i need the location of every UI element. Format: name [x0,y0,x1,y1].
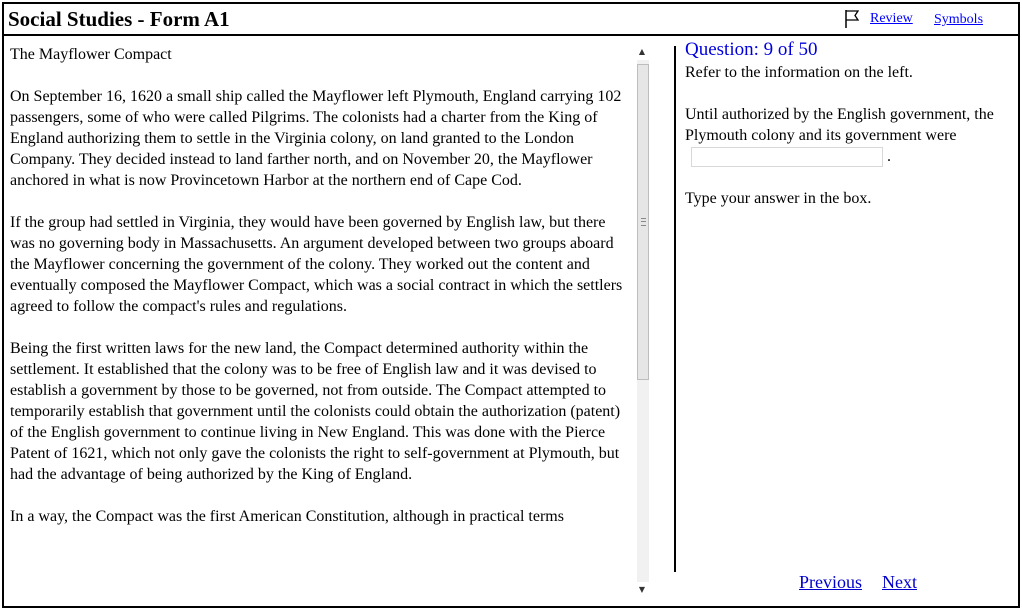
test-window [2,2,1020,608]
panel-divider [674,46,676,572]
question-instruction: Refer to the information on the left. [685,64,913,81]
answer-input[interactable] [691,147,883,167]
previous-button[interactable]: Previous [799,572,862,592]
page-title: Social Studies - Form A1 [8,7,230,31]
passage-scrollbar[interactable] [634,44,650,598]
scrollbar-thumb[interactable] [637,64,649,380]
passage-title: The Mayflower Compact [10,46,172,63]
reading-passage[interactable] [10,44,634,598]
passage-paragraph: If the group had settled in Virginia, they would have been governed by English law, but there was no governing body in Massachusetts. An argument developed between two groups aboard the Mayflower concerning the government of the colony. They worked out the content and eventually composed the Mayflower Compact, which was a social contract in which the settlers agreed to follow the compact's rules and regulations. [10,214,623,315]
header-bar [4,4,1018,36]
scrollbar-grip-icon [641,218,646,226]
question-panel [685,38,1015,209]
question-stem-block [685,104,1015,167]
question-counter: Question: 9 of 50 [685,39,818,60]
question-stem: Until authorized by the English government, the Plymouth colony and its government were [685,106,994,144]
question-stem-end: . [887,148,891,165]
symbols-link[interactable]: Symbols [934,12,984,27]
passage-paragraph: Being the first written laws for the new land, the Compact determined authority within the settlement. It established that the colony was to be free of English law and it was devised to establish a government by those to be governed, not from outside. The Compact attempted to temporarily establish that government until the colonists could obtain the authorization (patent) of the English government to continue living in New England. This was done with the Pierce Patent of 1621, which not only gave the colonists the right to self-government at Plymouth, but had the advantage of being authorized by the King of England. [10,340,621,483]
passage-paragraph: On September 16, 1620 a small ship called the Mayflower left Plymouth, England carrying 102 passengers, some of who were called Pilgrims. The colonists had a charter from the King of England authorizing them to settle in the Virginia colony, on land granted to the London Company. They decided instead to land farther north, and on November 20, the Mayflower anchored in what is now Provincetown Harbor at the northern end of Cape Cod. [10,88,622,189]
next-button[interactable]: Next [882,572,917,592]
scroll-up-arrow-icon[interactable]: ▲ [638,47,646,56]
scroll-down-arrow-icon[interactable]: ▼ [638,585,646,594]
passage-paragraph: In a way, the Compact was the first American Constitution, although in practical terms [10,508,564,525]
answer-prompt: Type your answer in the box. [685,190,872,208]
review-link[interactable]: Review [870,11,913,26]
review-control[interactable] [844,9,913,29]
flag-icon[interactable] [844,9,862,29]
